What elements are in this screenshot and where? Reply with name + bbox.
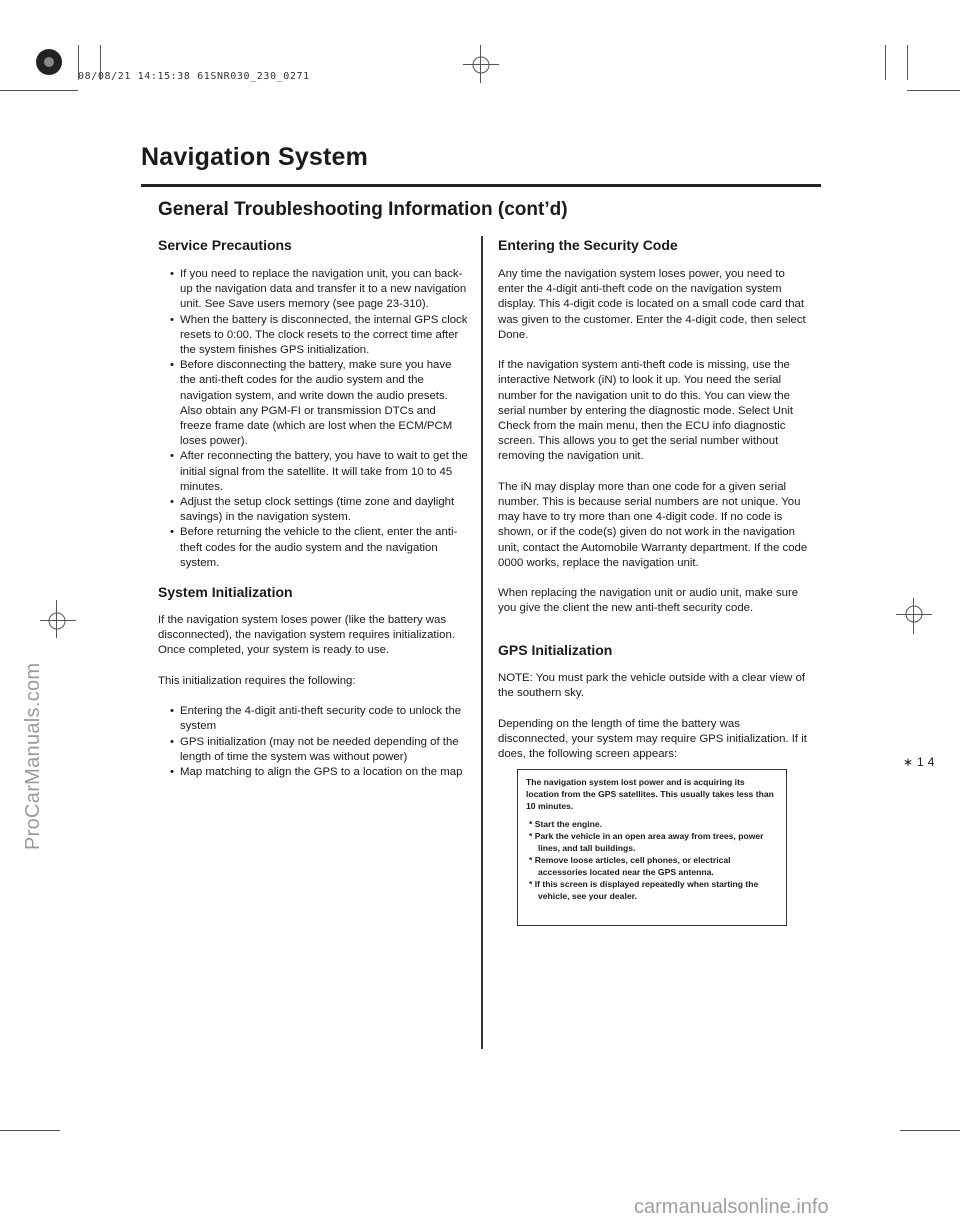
list-item: • When the battery is disconnected, the internal GPS clock resets to 0:00. The clock resets to the correct time after the system finishes GPS initialization. (170, 313, 468, 357)
list-item: * If this screen is displayed repeatedly when starting the vehicle, see your dealer. (529, 879, 759, 901)
service-precautions-heading: Service Precautions (158, 237, 292, 253)
registration-crosshair-icon (46, 610, 68, 632)
paragraph: If the navigation system loses power (like the battery was disconnected), the navigation system requires initialization. Once completed, your system is ready to use. (158, 614, 455, 657)
crop-mark (907, 45, 908, 80)
paragraph: If the navigation system anti-theft code is missing, use the interactive Network (iN) to look it up. You need the serial number for the navigation unit to do this. You can view the serial number by entering the diagnostic mode. Select Unit Check from the main menu, then the ECU info diagnostic screen. This allows you to get the serial number without removing the navigation unit. (498, 359, 794, 463)
registration-crosshair-icon (903, 603, 925, 625)
screen-message: The navigation system lost power and is acquiring its location from the GPS satellites. This usually takes less than 10 minutes. (526, 777, 774, 811)
crop-mark (0, 90, 78, 91)
list-item: * Park the vehicle in an open area away from trees, power lines, and tall buildings. (529, 831, 764, 853)
list-item: • Before returning the vehicle to the client, enter the anti-theft codes for the audio system and the navigation system. (170, 526, 458, 569)
registration-target-icon (34, 47, 64, 77)
title-divider (141, 184, 821, 187)
list-item: • Adjust the setup clock settings (time zone and daylight savings) in the navigation system. (170, 496, 455, 524)
page-title: Navigation System (141, 143, 369, 171)
column-divider (481, 236, 483, 1049)
gps-screen-illustration (517, 769, 787, 926)
paragraph: The iN may display more than one code for a given serial number. This is because serial numbers are not unique. You may have to try more than one 4-digit code. If no code is shown, or if the code(s) given do not work in the navigation unit, contact the Automobile Warranty department. If the code 0000 works, replace the navigation unit. (498, 480, 808, 569)
initialization-list (158, 704, 468, 780)
section-title: General Troubleshooting Information (cont’d) (158, 199, 568, 220)
crop-mark (885, 45, 886, 80)
print-stamp: 08/08/21 14:15:38 61SNR030_230_0271 (78, 71, 310, 82)
list-item: • If you need to replace the navigation unit, you can back-up the navigation data and transfer it to a new navigation unit. See Save users memory (see page 23-310). (170, 268, 467, 311)
screen-instructions (526, 818, 780, 902)
gps-initialization-heading: GPS Initialization (498, 642, 613, 658)
gps-initialization-body (498, 671, 810, 777)
note: NOTE: You must park the vehicle outside with a clear view of the southern sky. (498, 672, 806, 700)
bottom-watermark: carmanualsonline.info (634, 1196, 829, 1218)
system-initialization-heading: System Initialization (158, 584, 293, 600)
service-precautions-list (158, 267, 468, 571)
list-item: • GPS initialization (may not be needed depending of the length of time the system was without power) (170, 735, 459, 763)
footnote-marker: ∗14 (903, 755, 939, 769)
list-item: • After reconnecting the battery, you have to wait to get the initial signal from the satellite. It will take from 10 to 45 minutes. (170, 450, 468, 493)
paragraph: Depending on the length of time the battery was disconnected, your system may require GPS initialization. If it does, the following screen appears: (498, 717, 807, 760)
list-item: • Map matching to align the GPS to a location on the map (170, 766, 463, 778)
crop-mark (900, 1130, 960, 1131)
list-item: • Entering the 4-digit anti-theft security code to unlock the system (170, 705, 462, 733)
crop-mark (907, 90, 960, 91)
paragraph: Any time the navigation system loses power, you need to enter the 4-digit anti-theft code on the navigation system display. This 4-digit code is located on a small code card that was given to the customer. Enter the 4-digit code, then select Done. (498, 268, 806, 341)
list-item: * Remove loose articles, cell phones, or electrical accessories located near the GPS antenna. (529, 855, 731, 877)
list-item: * Start the engine. (529, 819, 603, 829)
paragraph: When replacing the navigation unit or audio unit, make sure you give the client the new anti-theft security code. (498, 587, 799, 615)
side-watermark: ProCarManuals.com (22, 662, 44, 850)
service-precautions-body (158, 267, 468, 571)
registration-crosshair-icon (470, 54, 492, 76)
security-code-body (498, 267, 810, 632)
security-code-heading: Entering the Security Code (498, 237, 678, 253)
system-initialization-body (158, 613, 468, 780)
paragraph: This initialization requires the following: (158, 674, 356, 687)
crop-mark (0, 1130, 60, 1131)
list-item: • Before disconnecting the battery, make sure you have the anti-theft codes for the audio system and the navigation system, and write down the audio presets. Also obtain any PGM-FI or transmission DTCs and freeze frame date (which are lost when the ECM/PCM loses power). (170, 359, 453, 448)
